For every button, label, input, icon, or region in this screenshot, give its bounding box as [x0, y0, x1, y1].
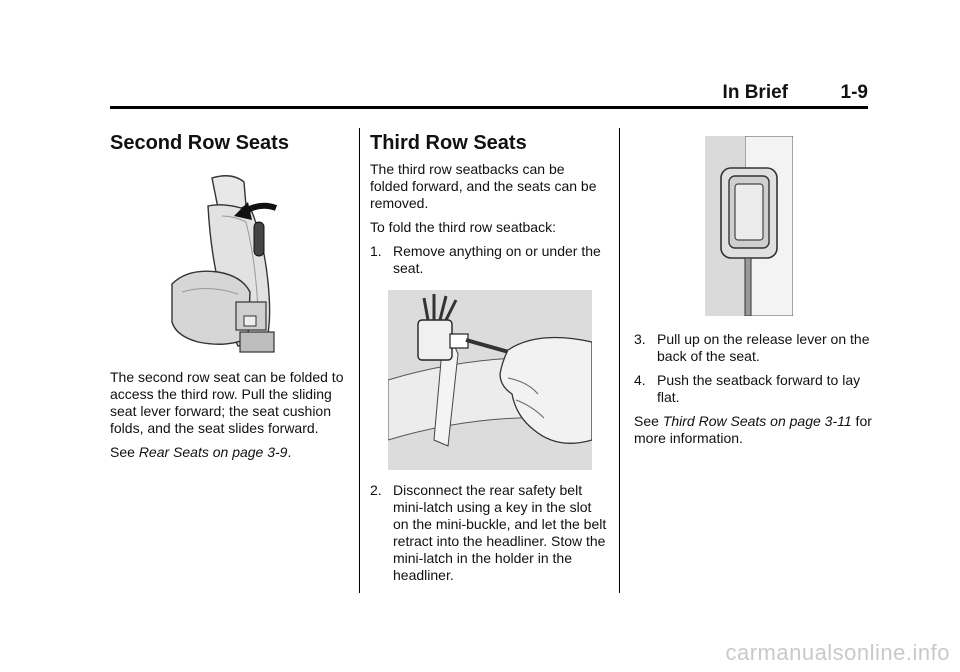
- release-lever-illustration: [705, 136, 793, 316]
- step-number: 4.: [634, 372, 646, 388]
- step-item: [370, 243, 605, 277]
- header-page-number: 1-9: [840, 82, 868, 103]
- step-text: Pull up on the release lever on the back of the seat.: [657, 331, 870, 364]
- step-number: 2.: [370, 482, 382, 498]
- third-row-fold-instruction: To fold the third row seatback:: [370, 219, 556, 235]
- header-section-title: In Brief: [722, 82, 788, 103]
- section-title-third-row: Third Row Seats: [370, 132, 527, 154]
- column-divider: [359, 128, 360, 593]
- step-text: Remove anything on or under the seat.: [393, 243, 601, 276]
- page-header: [110, 80, 868, 109]
- third-row-intro: The third row seatbacks can be folded forward, and the seats can be removed.: [370, 161, 597, 211]
- step-text: Disconnect the rear safety belt mini-latch using a key in the slot on the mini-buckle, and let the belt retract into the headliner. Stow the mini-latch in the holder in the headliner.: [393, 482, 607, 583]
- see-suffix: .: [287, 444, 292, 460]
- column-third-row-seats: [370, 131, 605, 284]
- step-item: [634, 331, 874, 365]
- step-number: 3.: [634, 331, 646, 347]
- see-suffix: for more information.: [634, 413, 872, 446]
- seat-belt-mini-latch-illustration: [388, 290, 592, 470]
- column-second-row-seats: [110, 131, 345, 155]
- cross-reference-rear-seats: Rear Seats on page 3-9: [138, 444, 288, 460]
- section-title-second-row: Second Row Seats: [110, 132, 289, 154]
- third-row-see-reference: [634, 413, 874, 447]
- step-item: [370, 482, 610, 584]
- column-divider: [619, 128, 620, 593]
- column-second-row-body: [110, 369, 350, 468]
- step-number: 1.: [370, 243, 382, 259]
- step-text: Push the seatback forward to lay flat.: [657, 372, 861, 405]
- second-row-seat-illustration: [168, 172, 296, 354]
- cross-reference-third-row-seats: Third Row Seats on page 3-11: [662, 413, 852, 429]
- see-prefix: See: [110, 444, 139, 460]
- column-third-row-continued: [634, 331, 874, 454]
- step-item: [634, 372, 874, 406]
- second-row-description: The second row seat can be folded to access the third row. Pull the sliding seat lever forward; the seat cushion folds, and the seat slides forward.: [110, 369, 344, 436]
- see-prefix: See: [634, 413, 663, 429]
- watermark-text: carmanualsonline.info: [725, 640, 950, 665]
- second-row-see-reference: [110, 444, 350, 461]
- column-third-row-step2: [370, 482, 610, 591]
